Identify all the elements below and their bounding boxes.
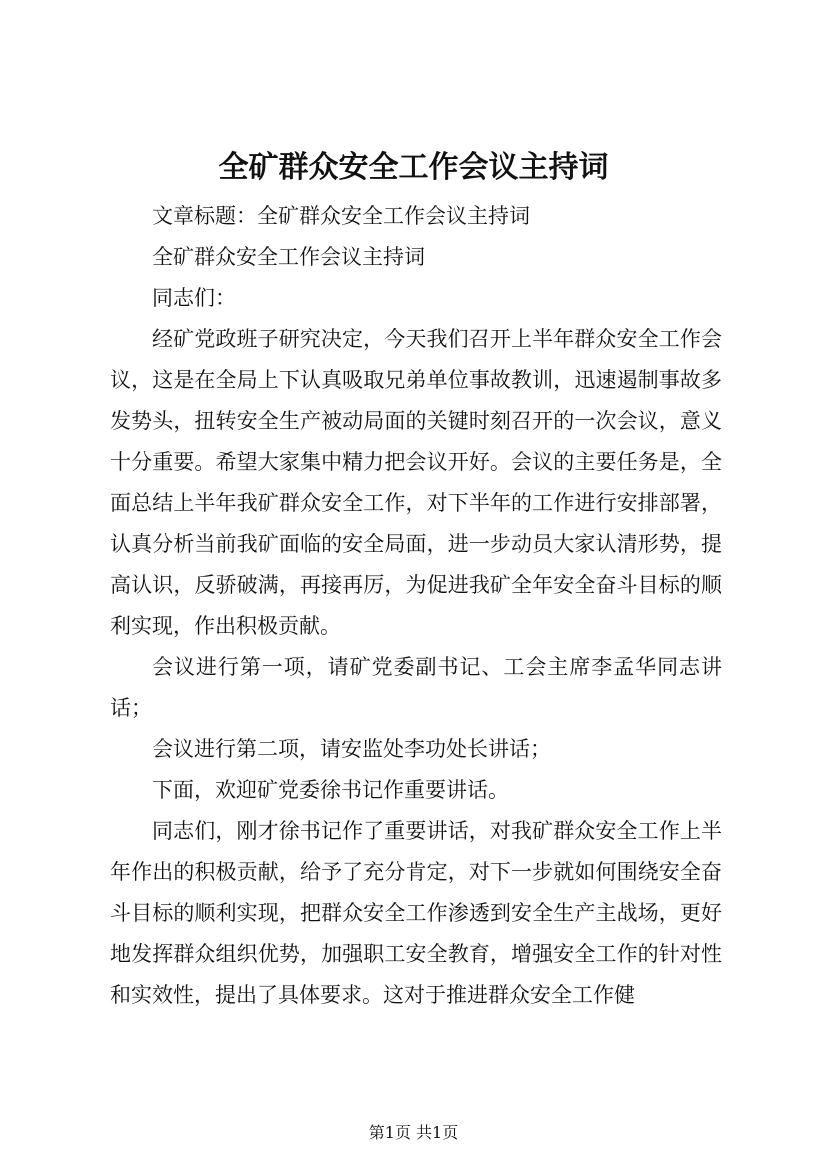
paragraph-agenda-item-2: 会议进行第二项，请安监处李功处长讲话； [152,737,551,761]
paragraph-opening: 经矿党政班子研究决定，今天我们召开上半年群众安全工作会议，这是在全局上下认真吸取兄弟单位事故教训，迅速遏制事故多发势头，扭转安全生产被动局面的关键时刻召开的一次会议，意义十分重要。希望大家集中精力把会议开好。会议的主要任务是，全面总结上半年我矿群众安全工作，对下半年的工作进行安排部署，认真分析当前我矿面临的安全局面，进一步动员大家认清形势，提高认识，反骄破满，再接再厉，为促进我矿全年安全奋斗目标的顺利实现，作出积极贡献。 [110,327,722,638]
paragraph-salutation: 同志们： [152,286,236,310]
page-number: 第1页 共1页 [368,1123,459,1142]
document-title: 全矿群众安全工作会议主持词 [218,150,609,185]
paragraph-agenda-item-1: 会议进行第一项，请矿党委副书记、工会主席李孟华同志讲话； [110,655,722,720]
document-body [110,196,722,1016]
paragraph-heading: 全矿群众安全工作会议主持词 [152,245,425,269]
paragraph-article-title: 文章标题：全矿群众安全工作会议主持词 [152,204,530,228]
paragraph-summary: 同志们，刚才徐书记作了重要讲话，对我矿群众安全工作上半年作出的积极贡献，给予了充分肯定，对下一步就如何围绕安全奋斗目标的顺利实现，把群众安全工作渗透到安全生产主战场，更好地发挥群众组织优势，加强职工安全教育，增强安全工作的针对性和实效性，提出了具体要求。这对于推进群众安全工作健 [110,819,722,1007]
paragraph-agenda-item-3: 下面，欢迎矿党委徐书记作重要讲话。 [152,778,509,802]
